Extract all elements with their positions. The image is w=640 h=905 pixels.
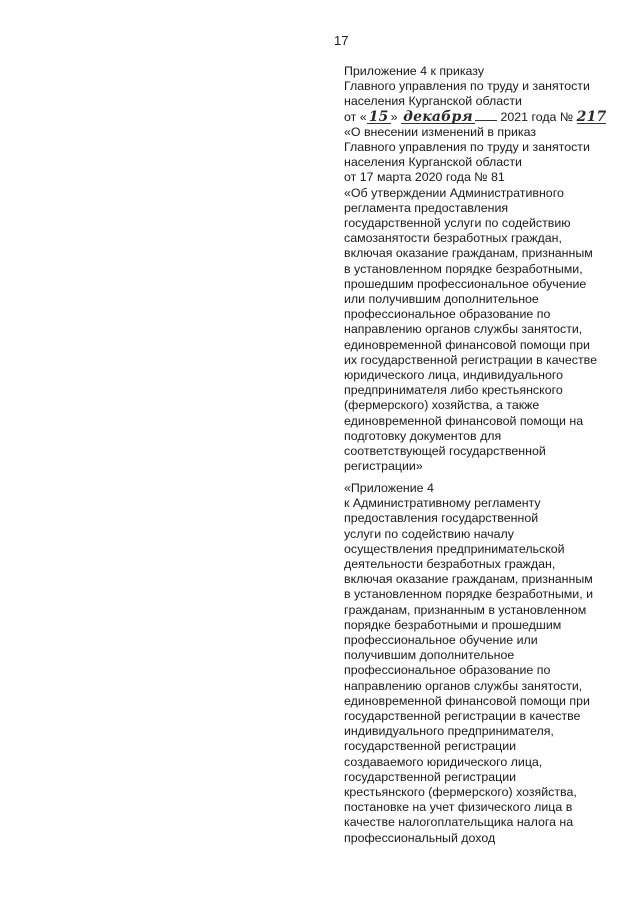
text-line: профессиональное обучение или <box>344 633 538 648</box>
text-line: в установленном порядке безработными, и <box>344 587 594 602</box>
text-line: населения Курганской области <box>344 94 522 109</box>
text-line: деятельности безработных граждан, <box>344 557 556 572</box>
text-line: государственной регистрации <box>344 739 517 754</box>
text-line: услуги по содействию началу <box>344 526 514 541</box>
handwritten-day: 15 <box>367 111 391 124</box>
text-line: единовременной финансовой помощи при <box>344 337 590 352</box>
text-line: в установленном порядке безработными, <box>344 261 583 276</box>
text-line: от 17 марта 2020 года № 81 <box>344 170 505 185</box>
appendix-header-block <box>344 481 634 846</box>
text-line: регламента предоставления <box>344 200 509 215</box>
text-line: профессиональное образование по <box>344 307 551 322</box>
date-mid: » <box>390 109 398 124</box>
text-line: государственной регистрации в качестве <box>344 709 581 724</box>
handwritten-month: декабря <box>401 111 475 124</box>
date-prefix: от « <box>344 109 367 124</box>
text-line: предпринимателя либо крестьянского <box>344 383 563 398</box>
text-line: «Приложение 4 <box>344 481 434 495</box>
text-line: государственной регистрации <box>344 769 517 784</box>
text-line: крестьянского (фермерского) хозяйства, <box>344 785 577 800</box>
text-line: создаваемого юридического лица, <box>344 754 543 769</box>
text-line: прошедшим профессиональное обучение <box>344 276 587 291</box>
text-line: «О внесении изменений в приказ <box>344 124 537 139</box>
text-line: их государственной регистрации в качестве <box>344 352 597 367</box>
page-number: 17 <box>334 33 349 48</box>
text-line: индивидуального предпринимателя, <box>344 724 554 739</box>
order-header-block <box>344 64 634 474</box>
text-line: осуществления предпринимательской <box>344 541 565 556</box>
text-line: к Административному регламенту <box>344 496 541 511</box>
text-line: направлению органов службы занятости, <box>344 678 583 693</box>
text-line: единовременной финансовой помощи при <box>344 693 590 708</box>
text-line: качестве налогоплательщика налога на <box>344 815 574 830</box>
text-line: (фермерского) хозяйства, а также <box>344 398 540 413</box>
text-line: Главного управления по труду и занятости <box>344 140 590 155</box>
text-line: профессиональный доход <box>344 830 496 845</box>
text-line: или получившим дополнительное <box>344 292 539 307</box>
text-line: регистрации» <box>344 459 423 474</box>
text-line: Приложение 4 к приказу <box>344 64 485 78</box>
text-line: предоставления государственной <box>344 511 539 526</box>
text-line: направлению органов службы занятости, <box>344 322 583 337</box>
date-year-text: 2021 года № <box>500 109 574 124</box>
text-line: Главного управления по труду и занятости <box>344 79 590 94</box>
text-line: государственной услуги по содействию <box>344 216 571 231</box>
text-line: единовременной финансовой помощи на <box>344 413 584 428</box>
text-line: гражданам, признанным в установленном <box>344 602 587 617</box>
text-line: соответствующей государственной <box>344 444 546 459</box>
text-line: самозанятости безработных граждан, <box>344 231 562 246</box>
text-line: юридического лица, индивидуального <box>344 368 564 383</box>
text-line: подготовку документов для <box>344 428 502 443</box>
handwritten-order-number: 217 <box>576 108 607 125</box>
text-line: профессиональное образование по <box>344 663 551 678</box>
order-header-lines-before <box>344 64 634 110</box>
text-line: населения Курганской области <box>344 155 522 170</box>
order-date-line <box>344 110 634 125</box>
text-line: постановке на учет физического лица в <box>344 800 573 815</box>
underline-gap <box>475 120 497 121</box>
order-header-lines-after <box>344 125 634 475</box>
text-line: включая оказание гражданам, признанным <box>344 572 593 587</box>
text-line: включая оказание гражданам, признанным <box>344 246 593 261</box>
text-line: получившим дополнительное <box>344 648 515 663</box>
text-line: порядке безработными и прошедшим <box>344 617 562 632</box>
text-line: «Об утверждении Административного <box>344 185 564 200</box>
